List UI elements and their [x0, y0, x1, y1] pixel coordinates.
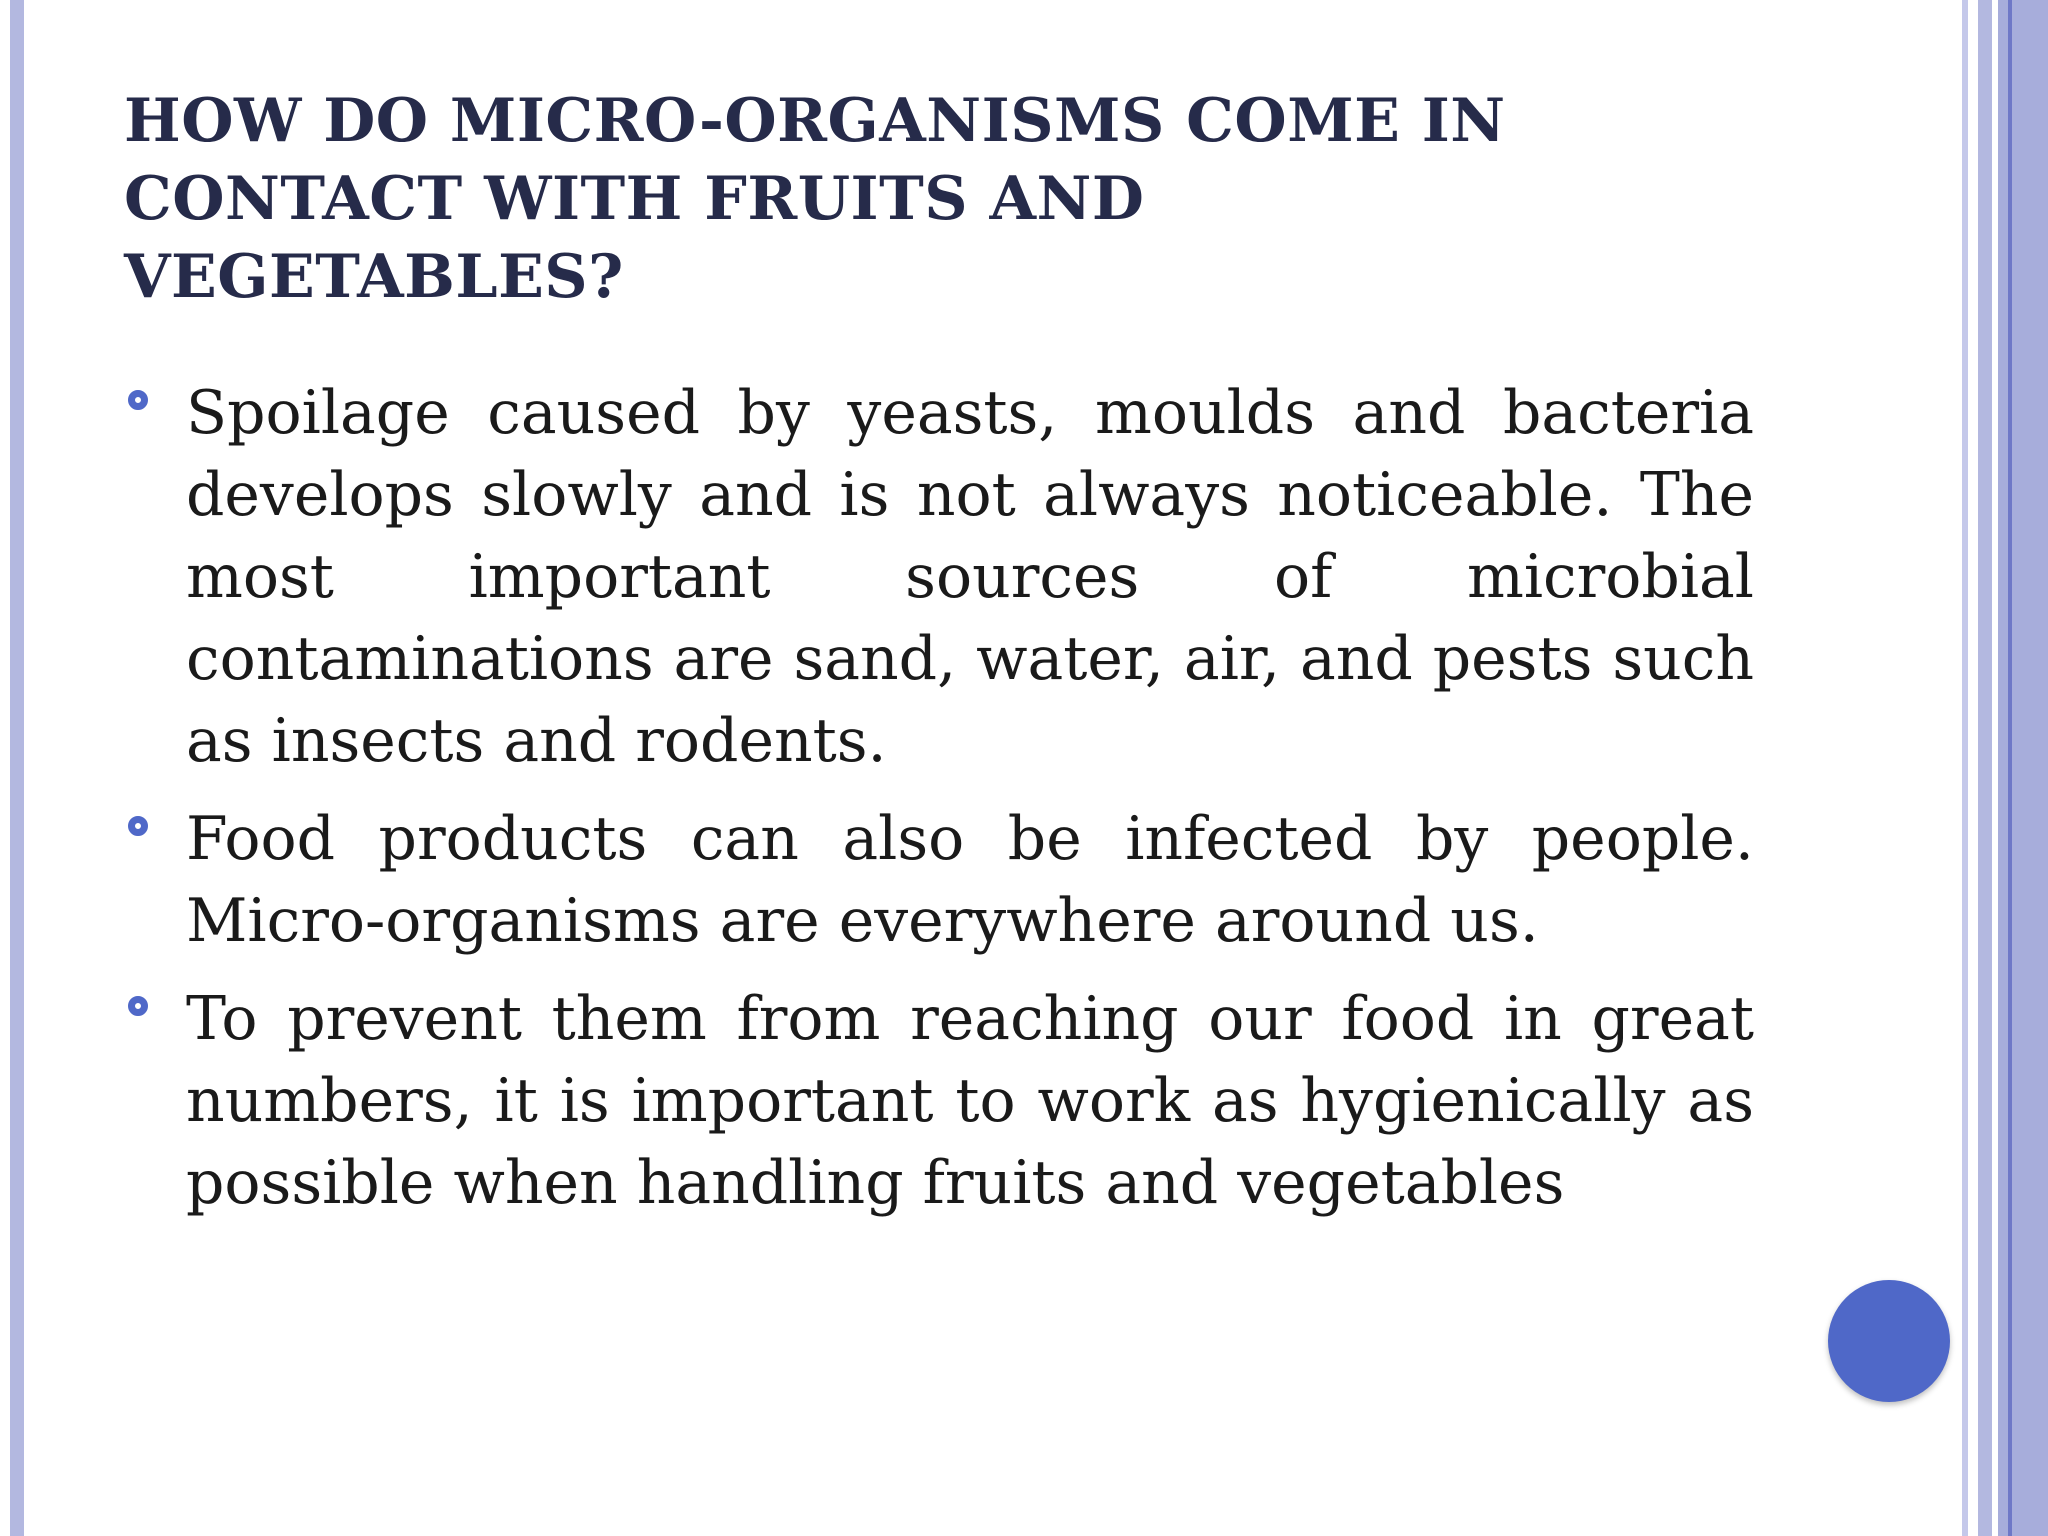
right-border-line: [2008, 0, 2012, 1536]
blue-circle-icon[interactable]: [1828, 1280, 1950, 1402]
hollow-circle-bullet-icon: [128, 390, 148, 410]
bullet-text: To prevent them from reaching our food in great numbers, it is important to work as hygienically as possible when handling fruits and vegetables: [186, 984, 1754, 1218]
slide-title: HOW DO MICRO-ORGANISMS COME IN CONTACT WITH FRUITS AND VEGETABLES?: [124, 86, 1506, 312]
hollow-circle-bullet-icon: [128, 816, 148, 836]
right-border-band: [1998, 0, 2048, 1536]
bullet-text: Spoilage caused by yeasts, moulds and bacteria develops slowly and is not always noticeable. The most important sources of microbial contaminations are sand, water, air, and pests such as insects and rodents.: [186, 378, 1754, 776]
bullet-item: [124, 372, 1754, 782]
right-border-stripe: [1962, 0, 1968, 1536]
left-border-strip: [10, 0, 24, 1536]
hollow-circle-bullet-icon: [128, 996, 148, 1016]
bullet-item: [124, 978, 1754, 1224]
bullet-text: Food products can also be infected by people. Micro-organisms are everywhere around us.: [186, 804, 1754, 956]
bullet-list: [124, 372, 1754, 1240]
right-border-stripe: [1978, 0, 1992, 1536]
bullet-item: [124, 798, 1754, 962]
